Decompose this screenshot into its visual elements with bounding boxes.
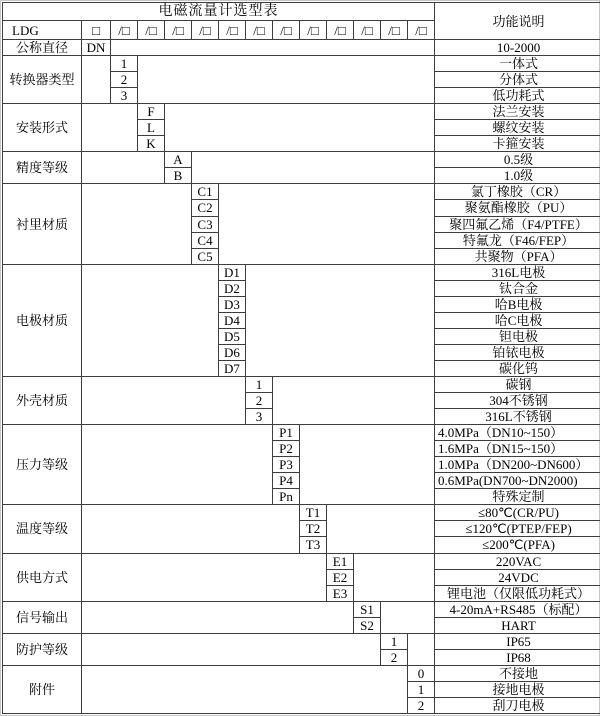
right-spacer-cell xyxy=(165,104,435,152)
option-code-cell: D3 xyxy=(219,296,246,312)
right-spacer-cell xyxy=(246,264,435,376)
option-code-cell: T2 xyxy=(300,521,327,537)
option-code-cell: 2 xyxy=(111,72,138,88)
option-code-cell: E3 xyxy=(327,585,354,601)
option-desc-cell: 碳钢 xyxy=(435,376,600,392)
option-code-cell: C2 xyxy=(192,200,219,216)
option-desc-cell: 304不锈钢 xyxy=(435,393,600,409)
option-code-cell: 2 xyxy=(381,649,408,665)
option-code-cell: DN xyxy=(82,40,111,56)
category-cell: 信号输出 xyxy=(3,601,82,633)
page-title: 电磁流量计选型表 xyxy=(3,3,435,21)
option-code-cell: P2 xyxy=(273,441,300,457)
left-spacer-cell xyxy=(82,633,381,665)
right-spacer-cell xyxy=(111,40,435,56)
option-desc-cell: 不接地 xyxy=(435,665,600,681)
option-code-cell: P4 xyxy=(273,473,300,489)
option-code-cell: 1 xyxy=(408,681,435,697)
option-desc-cell: 4.0MPa（DN10~150） xyxy=(435,425,600,441)
option-desc-cell: 低功耗式 xyxy=(435,88,600,104)
right-spacer-cell xyxy=(138,56,435,104)
option-code-cell: D2 xyxy=(219,280,246,296)
right-spacer-cell xyxy=(300,425,435,505)
option-code-cell: S2 xyxy=(354,617,381,633)
option-desc-cell: 接地电极 xyxy=(435,681,600,697)
option-code-cell: Pn xyxy=(273,489,300,505)
option-desc-cell: 法兰安装 xyxy=(435,104,600,120)
category-cell: 电极材质 xyxy=(3,264,82,376)
category-cell: 衬里材质 xyxy=(3,184,82,264)
option-code-cell: D4 xyxy=(219,312,246,328)
option-code-cell: 1 xyxy=(111,56,138,72)
option-code-cell: D6 xyxy=(219,344,246,360)
option-desc-cell: 聚四氟乙烯（F4/PTFE） xyxy=(435,216,600,232)
left-spacer-cell xyxy=(82,56,111,104)
option-code-cell: 2 xyxy=(246,393,273,409)
category-cell: 安装形式 xyxy=(3,104,82,152)
left-spacer-cell xyxy=(82,104,138,152)
option-desc-cell: 哈B电极 xyxy=(435,296,600,312)
model-slash-box-cell: /□ xyxy=(111,21,138,40)
option-code-cell: K xyxy=(138,136,165,152)
model-slash-box-cell: /□ xyxy=(219,21,246,40)
option-desc-cell: 0.5级 xyxy=(435,152,600,168)
option-code-cell: C5 xyxy=(192,248,219,264)
option-desc-cell: 4-20mA+RS485（标配） xyxy=(435,601,600,617)
category-cell: 转换器类型 xyxy=(3,56,82,104)
model-prefix-cell: LDG xyxy=(3,21,82,40)
option-code-cell: 3 xyxy=(111,88,138,104)
option-desc-cell: 氯丁橡胶（CR） xyxy=(435,184,600,200)
left-spacer-cell xyxy=(82,665,408,713)
option-desc-cell: 220VAC xyxy=(435,553,600,569)
option-code-cell: D1 xyxy=(219,264,246,280)
option-desc-cell: ≤80℃(CR/PU) xyxy=(435,505,600,521)
left-spacer-cell xyxy=(82,376,246,424)
option-desc-cell: 特殊定制 xyxy=(435,489,600,505)
model-slash-box-cell: /□ xyxy=(327,21,354,40)
option-code-cell: D7 xyxy=(219,360,246,376)
option-desc-cell: 1.0MPa（DN200~DN600） xyxy=(435,457,600,473)
right-spacer-cell xyxy=(327,505,435,553)
option-code-cell: E1 xyxy=(327,553,354,569)
right-spacer-cell xyxy=(273,376,435,424)
option-desc-cell: 钛合金 xyxy=(435,280,600,296)
left-spacer-cell xyxy=(82,553,327,601)
option-desc-cell: 螺纹安装 xyxy=(435,120,600,136)
option-desc-cell: 特氟龙（F46/FEP） xyxy=(435,232,600,248)
model-slash-box-cell: /□ xyxy=(138,21,165,40)
model-box-cell: □ xyxy=(82,21,111,40)
option-code-cell: T3 xyxy=(300,537,327,553)
option-desc-cell: ≤200℃(PFA) xyxy=(435,537,600,553)
option-desc-cell: 316L电极 xyxy=(435,264,600,280)
right-spacer-cell xyxy=(192,152,435,184)
option-desc-cell: 卡箍安装 xyxy=(435,136,600,152)
option-code-cell: 0 xyxy=(408,665,435,681)
option-desc-cell: 聚氨酯橡胶（PU） xyxy=(435,200,600,216)
option-desc-cell: 0.6MPa(DN700~DN2000) xyxy=(435,473,600,489)
option-code-cell: F xyxy=(138,104,165,120)
left-spacer-cell xyxy=(82,184,192,264)
option-desc-cell: 1.6MPa（DN15~150） xyxy=(435,441,600,457)
option-code-cell: C4 xyxy=(192,232,219,248)
option-desc-cell: 分体式 xyxy=(435,72,600,88)
model-slash-box-cell: /□ xyxy=(165,21,192,40)
function-column-header: 功能说明 xyxy=(435,3,600,40)
category-cell: 附件 xyxy=(3,665,82,713)
left-spacer-cell xyxy=(82,152,165,184)
option-code-cell: S1 xyxy=(354,601,381,617)
option-desc-cell: 1.0级 xyxy=(435,168,600,184)
category-cell: 精度等级 xyxy=(3,152,82,184)
option-desc-cell: 哈C电极 xyxy=(435,312,600,328)
option-code-cell: L xyxy=(138,120,165,136)
category-cell: 外壳材质 xyxy=(3,376,82,424)
left-spacer-cell xyxy=(82,601,354,633)
model-slash-box-cell: /□ xyxy=(354,21,381,40)
left-spacer-cell xyxy=(82,264,219,376)
option-desc-cell: 10-2000 xyxy=(435,40,600,56)
option-code-cell: 1 xyxy=(381,633,408,649)
selection-table xyxy=(2,2,600,714)
option-desc-cell: 刮刀电极 xyxy=(435,697,600,713)
option-desc-cell: 一体式 xyxy=(435,56,600,72)
category-cell: 压力等级 xyxy=(3,425,82,505)
model-slash-box-cell: /□ xyxy=(300,21,327,40)
model-slash-box-cell: /□ xyxy=(192,21,219,40)
option-code-cell: 1 xyxy=(246,376,273,392)
option-code-cell: C3 xyxy=(192,216,219,232)
option-desc-cell: 铂铱电极 xyxy=(435,344,600,360)
model-slash-box-cell: /□ xyxy=(246,21,273,40)
category-cell: 供电方式 xyxy=(3,553,82,601)
option-code-cell: C1 xyxy=(192,184,219,200)
option-code-cell: A xyxy=(165,152,192,168)
right-spacer-cell xyxy=(219,184,435,264)
option-code-cell: 2 xyxy=(408,697,435,713)
option-desc-cell: 碳化钨 xyxy=(435,360,600,376)
model-slash-box-cell: /□ xyxy=(408,21,435,40)
option-desc-cell: IP68 xyxy=(435,649,600,665)
option-code-cell: D5 xyxy=(219,328,246,344)
option-code-cell: B xyxy=(165,168,192,184)
option-code-cell: 3 xyxy=(246,409,273,425)
option-desc-cell: ≤120℃(PTEP/FEP) xyxy=(435,521,600,537)
right-spacer-cell xyxy=(354,553,435,601)
left-spacer-cell xyxy=(82,425,273,505)
option-desc-cell: 钽电极 xyxy=(435,328,600,344)
category-cell: 公称直径 xyxy=(3,40,82,56)
model-slash-box-cell: /□ xyxy=(381,21,408,40)
option-desc-cell: HART xyxy=(435,617,600,633)
option-code-cell: T1 xyxy=(300,505,327,521)
category-cell: 温度等级 xyxy=(3,505,82,553)
option-desc-cell: IP65 xyxy=(435,633,600,649)
option-code-cell: P3 xyxy=(273,457,300,473)
option-code-cell: E2 xyxy=(327,569,354,585)
right-spacer-cell xyxy=(408,633,435,665)
model-slash-box-cell: /□ xyxy=(273,21,300,40)
left-spacer-cell xyxy=(82,505,300,553)
option-desc-cell: 24VDC xyxy=(435,569,600,585)
option-desc-cell: 316L不锈钢 xyxy=(435,409,600,425)
option-desc-cell: 锂电池（仅限低功耗式） xyxy=(435,585,600,601)
option-desc-cell: 共聚物（PFA） xyxy=(435,248,600,264)
right-spacer-cell xyxy=(381,601,435,633)
option-code-cell: P1 xyxy=(273,425,300,441)
category-cell: 防护等级 xyxy=(3,633,82,665)
